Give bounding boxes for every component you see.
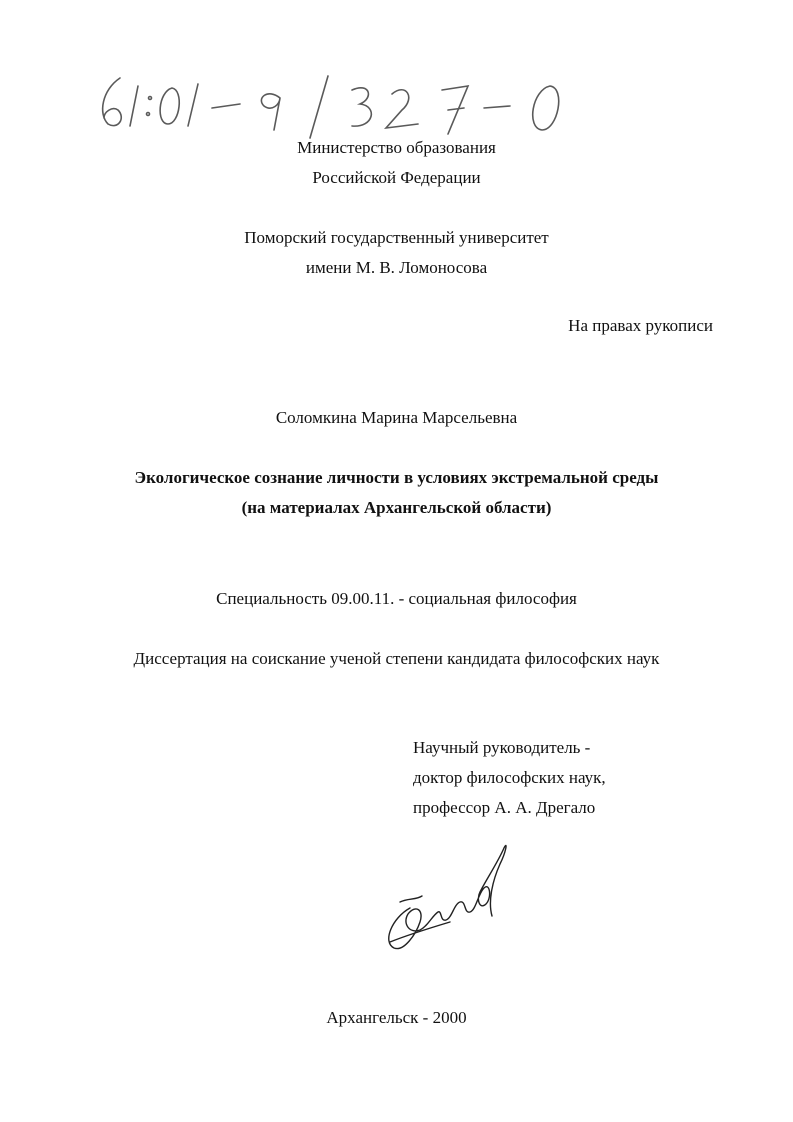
ministry-line-2: Российской Федерации <box>312 168 481 187</box>
dissertation-title-line-2: (на материалах Архангельской области) <box>241 498 552 517</box>
specialty: Специальность 09.00.11. - социальная философия <box>216 589 577 608</box>
dissertation-title-line-1: Экологическое сознание личности в условиях экстремальной среды <box>134 468 659 487</box>
author-name: Соломкина Марина Марсельевна <box>275 408 518 427</box>
city-year: Архангельск - 2000 <box>326 1008 467 1027</box>
supervisor-line-1: Научный руководитель - <box>413 738 591 757</box>
university-line-2: имени М. В. Ломоносова <box>305 258 488 277</box>
university-line-1: Поморский государственный университет <box>244 228 549 247</box>
manuscript-rights-note: На правах рукописи <box>568 316 713 335</box>
supervisor-line-3: профессор А. А. Дрегало <box>413 798 596 817</box>
handwritten-signature <box>380 838 520 958</box>
supervisor-line-2: доктор философских наук, <box>413 768 606 787</box>
degree-note: Диссертация на соискание ученой степени кандидата философских наук <box>133 649 660 668</box>
ministry-line-1: Министерство образования <box>297 138 496 157</box>
handwritten-archive-code <box>80 68 580 140</box>
